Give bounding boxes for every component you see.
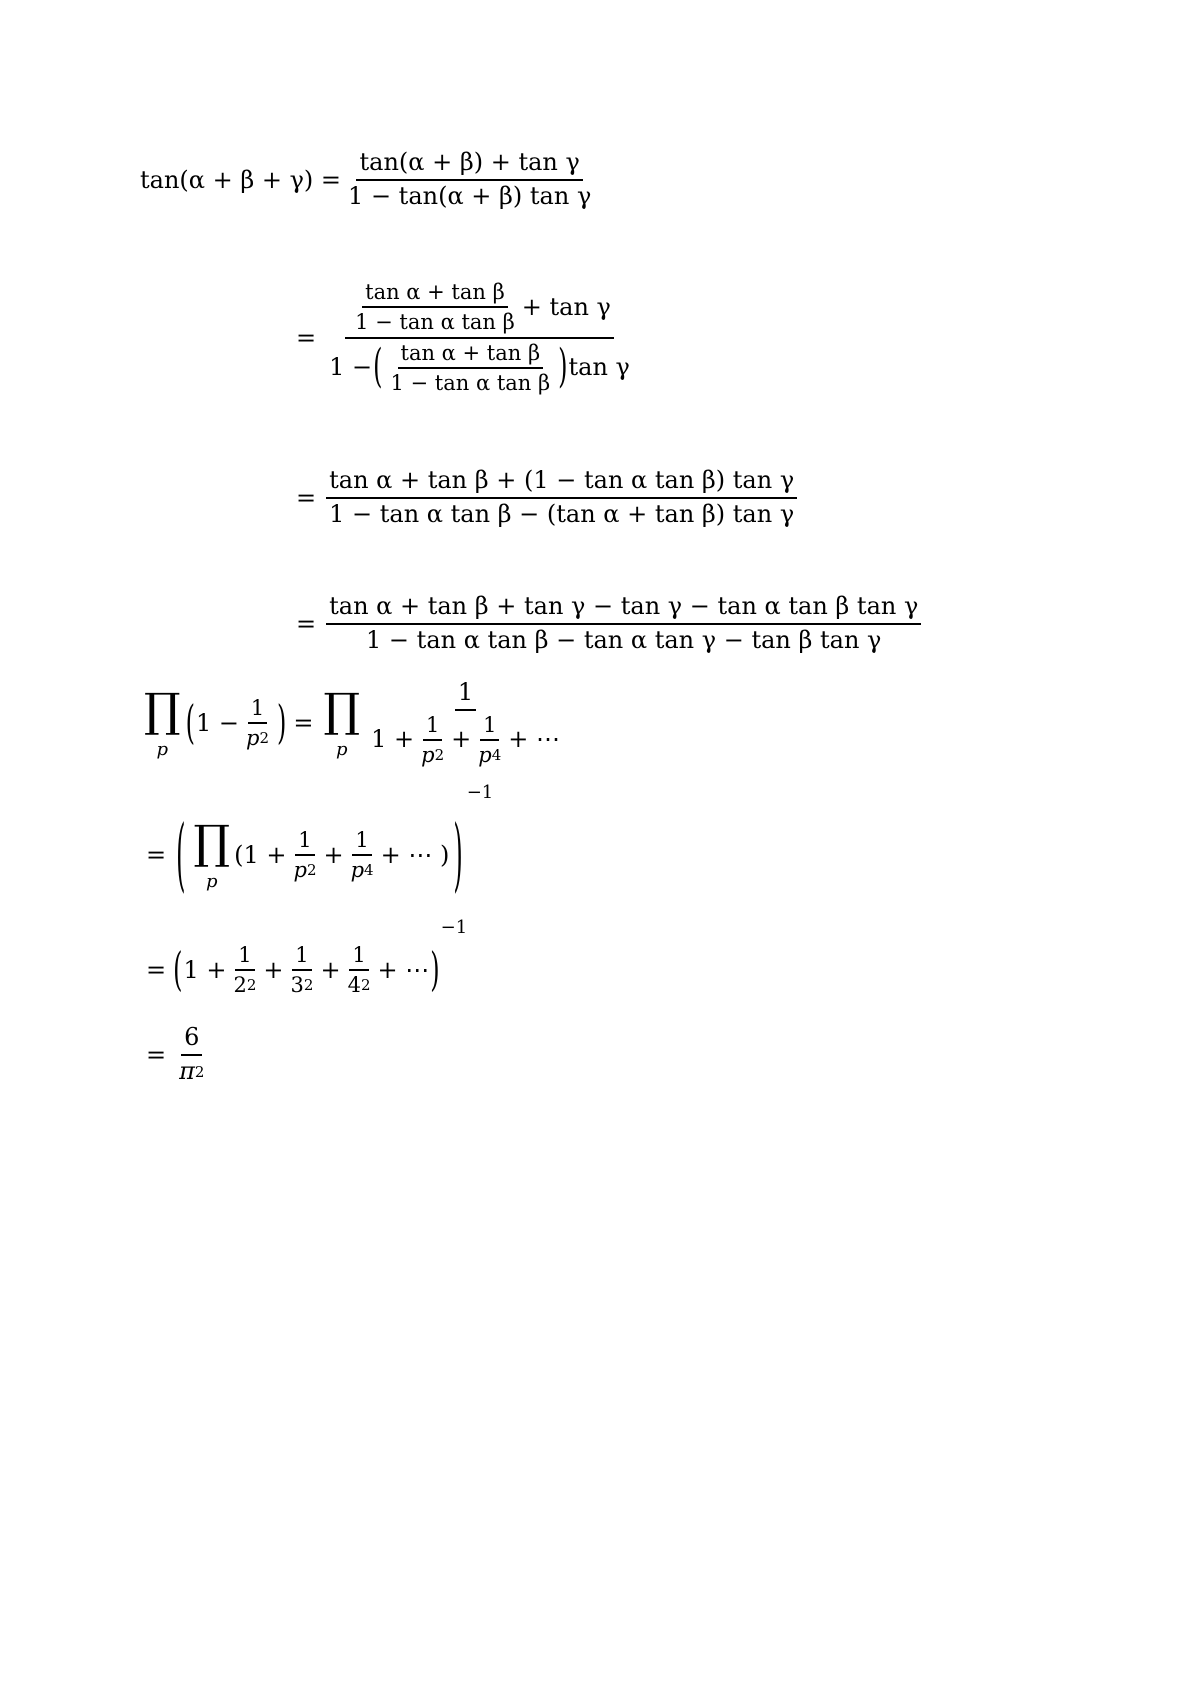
denominator: p 2 <box>246 726 270 750</box>
equals-sign: = <box>296 323 317 352</box>
numerator: tan α + tan β + tan γ − tan γ − tan α tan β tan γ <box>326 593 921 625</box>
fraction <box>176 1024 207 1085</box>
equation-euler-product-line4 <box>140 1015 211 1095</box>
fraction <box>368 679 563 767</box>
left-paren: ( <box>185 696 195 750</box>
numerator: 1 <box>455 679 476 711</box>
equals-sign: = <box>146 841 167 869</box>
product-subscript: p <box>336 738 348 760</box>
right-paren: ) <box>453 808 463 902</box>
inner-denominator: 1 − tan α tan β <box>355 310 515 335</box>
plus-tan-gamma: + tan γ <box>521 292 611 321</box>
inner-numerator: tan α + tan β <box>398 341 544 369</box>
numerator: 1 <box>248 696 267 724</box>
product-symbol: ∏ p <box>193 814 231 892</box>
product-subscript: p <box>206 870 218 892</box>
fraction: 1 3 2 <box>290 942 314 997</box>
fraction: 1 p 2 <box>293 827 317 882</box>
denominator: 1 − tan α tan β − tan α tan γ − tan β tan γ <box>366 626 882 654</box>
fraction <box>326 467 797 528</box>
fraction <box>326 593 921 654</box>
equation-tan-sum-line3 <box>290 458 801 538</box>
equation-tan-sum-line4 <box>290 584 925 664</box>
right-paren: ) <box>430 943 440 997</box>
equation-tan-sum-line2 <box>290 265 637 410</box>
inner-fraction <box>388 341 554 395</box>
numerator: 6 <box>181 1024 202 1056</box>
denominator: π 2 <box>179 1057 205 1085</box>
product-symbol: ∏ p <box>323 682 361 760</box>
numerator: tan(α + β) + tan γ <box>356 149 582 181</box>
fraction <box>326 280 633 395</box>
numerator: tan α + tan β + (1 − tan α tan β) tan γ <box>326 467 797 499</box>
left-paren: ( <box>176 808 186 902</box>
equation-euler-product-line3: = ( 1 + 1 2 2 + 1 3 2 + 1 4 2 + ⋯ ) −1 <box>146 917 468 997</box>
denominator: 1 + 1 p 2 + 1 p 4 + ⋯ <box>371 712 560 767</box>
one-minus: 1 − <box>196 709 240 737</box>
denominator: 1 − tan α tan β − (tan α + tan β) tan γ <box>329 500 795 528</box>
equals-sign: = <box>146 956 167 984</box>
exponent: −1 <box>466 782 494 803</box>
right-paren: ) <box>558 339 568 393</box>
exponent: −1 <box>440 917 468 938</box>
tan-gamma: tan γ <box>568 352 630 381</box>
equals-sign: = <box>146 1041 167 1069</box>
equation-euler-product-line1 <box>140 668 567 778</box>
fraction: 1 2 2 <box>233 942 257 997</box>
product-subscript: p <box>156 738 169 760</box>
fraction <box>243 696 272 750</box>
equals-sign: = <box>293 709 314 737</box>
numerator <box>345 280 614 338</box>
inner-fraction <box>352 280 518 334</box>
one-minus: 1 − <box>329 352 373 381</box>
denominator: 1 − tan(α + β) tan γ <box>348 182 592 210</box>
left-paren: ( <box>373 339 383 393</box>
left-paren: ( <box>173 943 183 997</box>
fraction: 1 p 4 <box>350 827 374 882</box>
fraction: 1 4 2 <box>347 942 371 997</box>
equals-sign: = <box>296 610 317 638</box>
product-symbol: ∏ p <box>144 682 181 760</box>
equation-tan-sum-line1 <box>140 140 598 220</box>
fraction <box>345 149 594 210</box>
equals-sign: = <box>296 484 317 512</box>
equation-lhs: tan(α + β + γ) = <box>140 166 342 194</box>
inner-denominator: 1 − tan α tan β <box>390 370 551 395</box>
equation-euler-product-line2: = ( ∏ p (1 + 1 p 2 + 1 p 4 + ⋯ ) ) −1 <box>146 782 494 902</box>
denominator <box>326 339 633 395</box>
right-paren: ) <box>277 696 287 750</box>
inner-numerator: tan α + tan β <box>362 280 508 308</box>
